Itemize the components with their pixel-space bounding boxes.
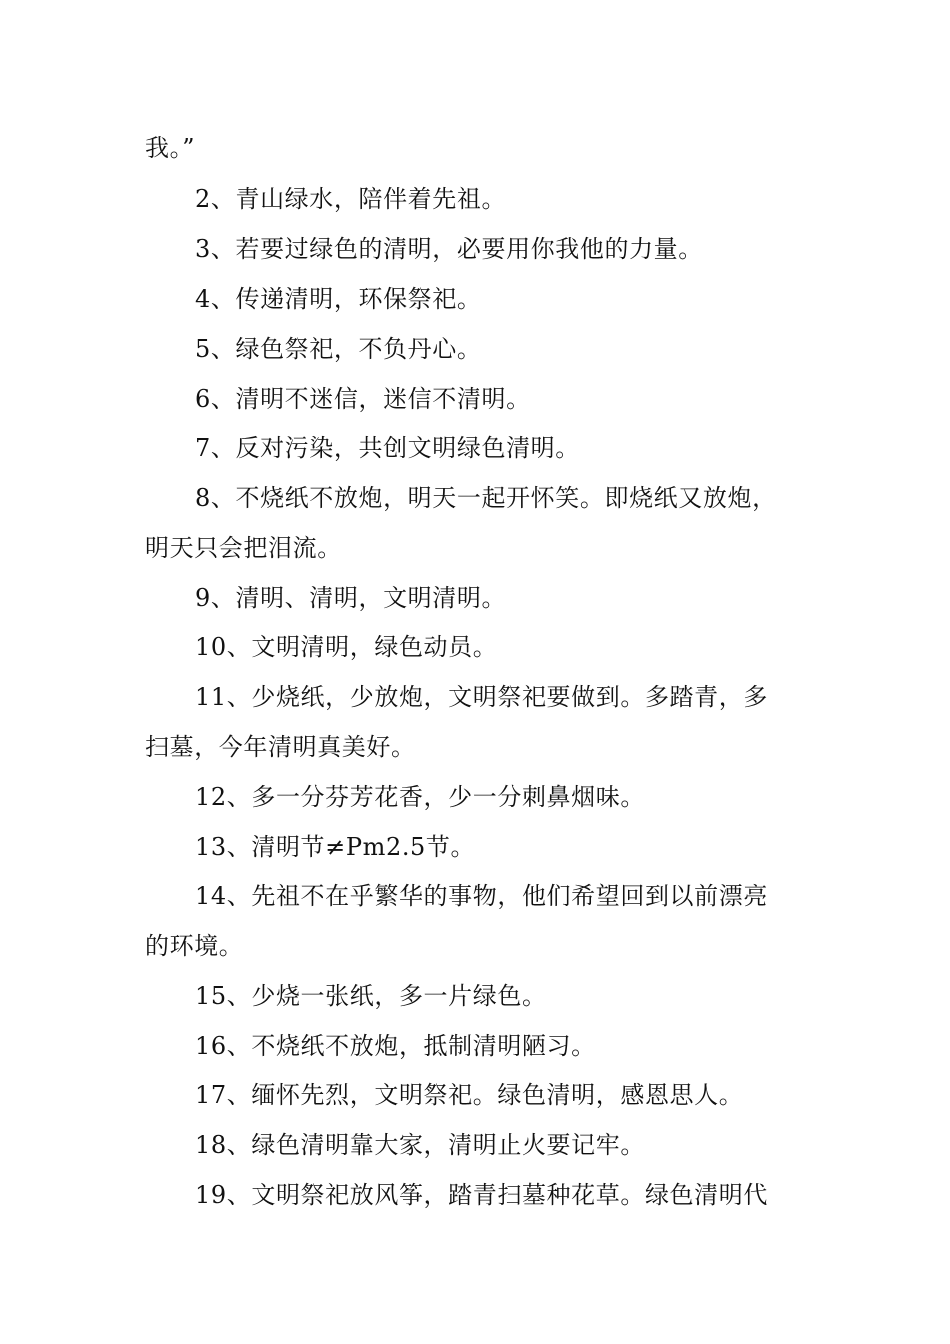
slogan-item-11: 11、少烧纸，少放炮，文明祭祀要做到。多踏青，多 [195,683,768,711]
slogan-item-3: 3、若要过绿色的清明，必要用你我他的力量。 [195,235,703,263]
slogan-item-2: 2、青山绿水，陪伴着先祖。 [195,185,507,213]
slogan-item-5: 5、绿色祭祀，不负丹心。 [195,335,482,363]
slogan-item-8-continued: 明天只会把泪流。 [145,534,342,562]
slogan-item-13: 13、清明节≠Pm2.5节。 [195,833,476,861]
slogan-item-16: 16、不烧纸不放炮，抵制清明陋习。 [195,1032,596,1060]
slogan-item-14: 14、先祖不在乎繁华的事物，他们希望回到以前漂亮 [195,882,768,910]
slogan-item-8: 8、不烧纸不放炮，明天一起开怀笑。即烧纸又放炮， [195,484,777,512]
slogan-item-17: 17、缅怀先烈，文明祭祀。绿色清明，感恩思人。 [195,1081,744,1109]
slogan-item-9: 9、清明、清明，文明清明。 [195,584,507,612]
slogan-item-18: 18、绿色清明靠大家，清明止火要记牢。 [195,1131,645,1159]
slogan-item-12: 12、多一分芬芳花香，少一分刺鼻烟味。 [195,783,645,811]
slogan-item-7: 7、反对污染，共创文明绿色清明。 [195,434,580,462]
slogan-item-14-continued: 的环境。 [145,932,244,960]
text-line-continuation: 我。” [145,134,196,162]
slogan-item-10: 10、文明清明，绿色动员。 [195,633,498,661]
slogan-item-6: 6、清明不迷信，迷信不清明。 [195,385,531,413]
slogan-item-15: 15、少烧一张纸，多一片绿色。 [195,982,547,1010]
slogan-item-11-continued: 扫墓，今年清明真美好。 [145,733,416,761]
slogan-item-4: 4、传递清明，环保祭祀。 [195,285,482,313]
slogan-item-19: 19、文明祭祀放风筝，踏青扫墓种花草。绿色清明代 [195,1181,768,1209]
